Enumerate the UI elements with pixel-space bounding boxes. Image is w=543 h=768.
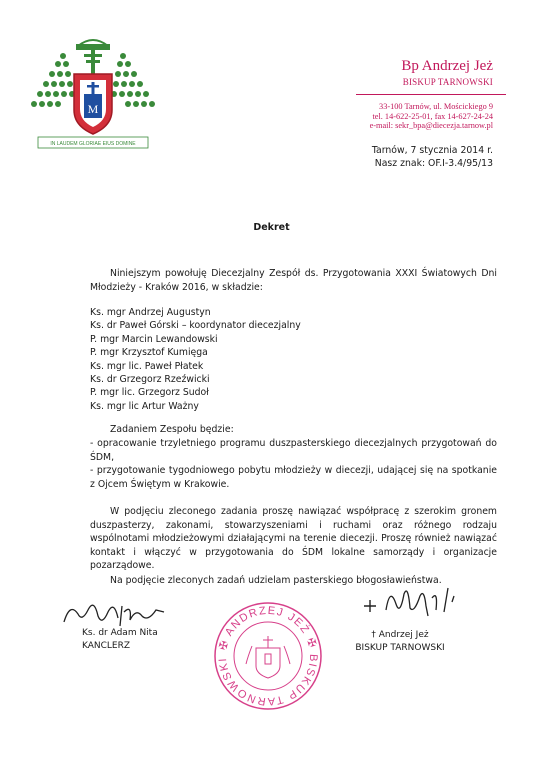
date: Tarnów, 7 stycznia 2014 r. — [371, 145, 493, 156]
list-item: P. mgr Marcin Lewandowski — [90, 333, 218, 345]
list-item: Ks. dr Grzegorz Rzeźwicki — [90, 374, 210, 386]
blessing-line: Na podjęcie zleconych zadań udzielam pasterskiego błogosławieństwa. — [110, 575, 442, 586]
right-signature-block — [340, 629, 460, 655]
reference-number: Nasz znak: OF.I-3.4/95/13 — [374, 158, 493, 169]
list-item: P. mgr Krzysztof Kumięga — [90, 347, 208, 359]
date-reference-block — [372, 144, 493, 170]
hat-tassels-right — [111, 53, 155, 107]
task-item: - przygotowanie tygodniowego pobytu młodzieży w diecezji, udającej się na spotkanie z Ojcem Świętym w Krakowie. — [90, 465, 497, 490]
document-title: Dekret — [253, 222, 290, 233]
list-item: Ks. mgr Andrzej Augustyn — [90, 307, 211, 318]
left-signature-block — [82, 627, 158, 653]
cooperation-paragraph: W podjęciu zleconego zadania proszę nawiązać współpracę z szerokim gronem duszpasterzy, zakonami, stowarzyszeniami i ruchami oraz różnego rodzaju wspólnotami młodzieżowymi działającymi na terenie diecezji. Proszę również nawiązać kontakt i włączyć w przygotowania do ŚDM lokalne samorządy i organizacje pozarządowe. — [90, 506, 497, 572]
letter-m-icon: M — [87, 102, 99, 116]
address: 33-100 Tarnów, ul. Mościckiego 9 — [379, 102, 493, 111]
list-item: P. mgr lic. Grzegorz Sudoł — [90, 387, 209, 399]
hat-tassels-left — [31, 53, 75, 107]
task-item: - opracowanie trzyletniego programu duszpasterskiego diecezjalnych przygotowań do ŚDM, — [90, 438, 497, 463]
bishop-name: Bp Andrzej Jeż — [401, 58, 493, 74]
bishop-signature-name: † Andrzej Jeż — [371, 630, 429, 640]
members-list — [90, 306, 301, 413]
chancellor-role: KANCLERZ — [82, 641, 131, 651]
header-divider — [356, 94, 506, 95]
seal-crest-icon — [246, 636, 290, 678]
seal-text: ✠ ANDRZEJ JEŻ ✠ BISKUP TARNOWSKI — [216, 604, 320, 708]
bishop-title: BISKUP TARNOWSKI — [402, 77, 493, 87]
phone-fax: tel. 14-622-25-01, fax 14-627-24-24 — [372, 111, 493, 121]
cross-icon — [84, 48, 102, 74]
intro-paragraph: Niniejszym powołuję Diecezjalny Zespół ds. Przygotowania XXXI Światowych Dni Młodzieży - Kraków 2016, w składzie: — [90, 268, 497, 293]
list-item: Ks. mgr lic Artur Ważny — [90, 400, 199, 412]
tasks-intro: Zadaniem Zespołu będzie: — [110, 424, 234, 435]
coat-of-arms — [18, 34, 168, 154]
official-seal — [212, 600, 324, 712]
bishop-signature-role: BISKUP TARNOWSKI — [355, 643, 445, 653]
list-item: Ks. mgr lic. Paweł Płatek — [90, 360, 204, 372]
crest-motto: IN LAUDEM GLORIAE EIUS DOMINE — [50, 141, 136, 147]
chancellor-name: Ks. dr Adam Nita — [82, 628, 158, 638]
svg-text:✠ ANDRZEJ JEŻ ✠ BISKUP TARNOWS — [217, 605, 319, 707]
bishop-signature — [362, 580, 472, 620]
list-item: Ks. dr Paweł Górski – koordynator diecezjalny — [90, 320, 301, 332]
contact-block — [370, 102, 493, 131]
email-link[interactable]: e-mail: sekr_bpa@diecezja.tarnow.pl — [369, 121, 493, 131]
